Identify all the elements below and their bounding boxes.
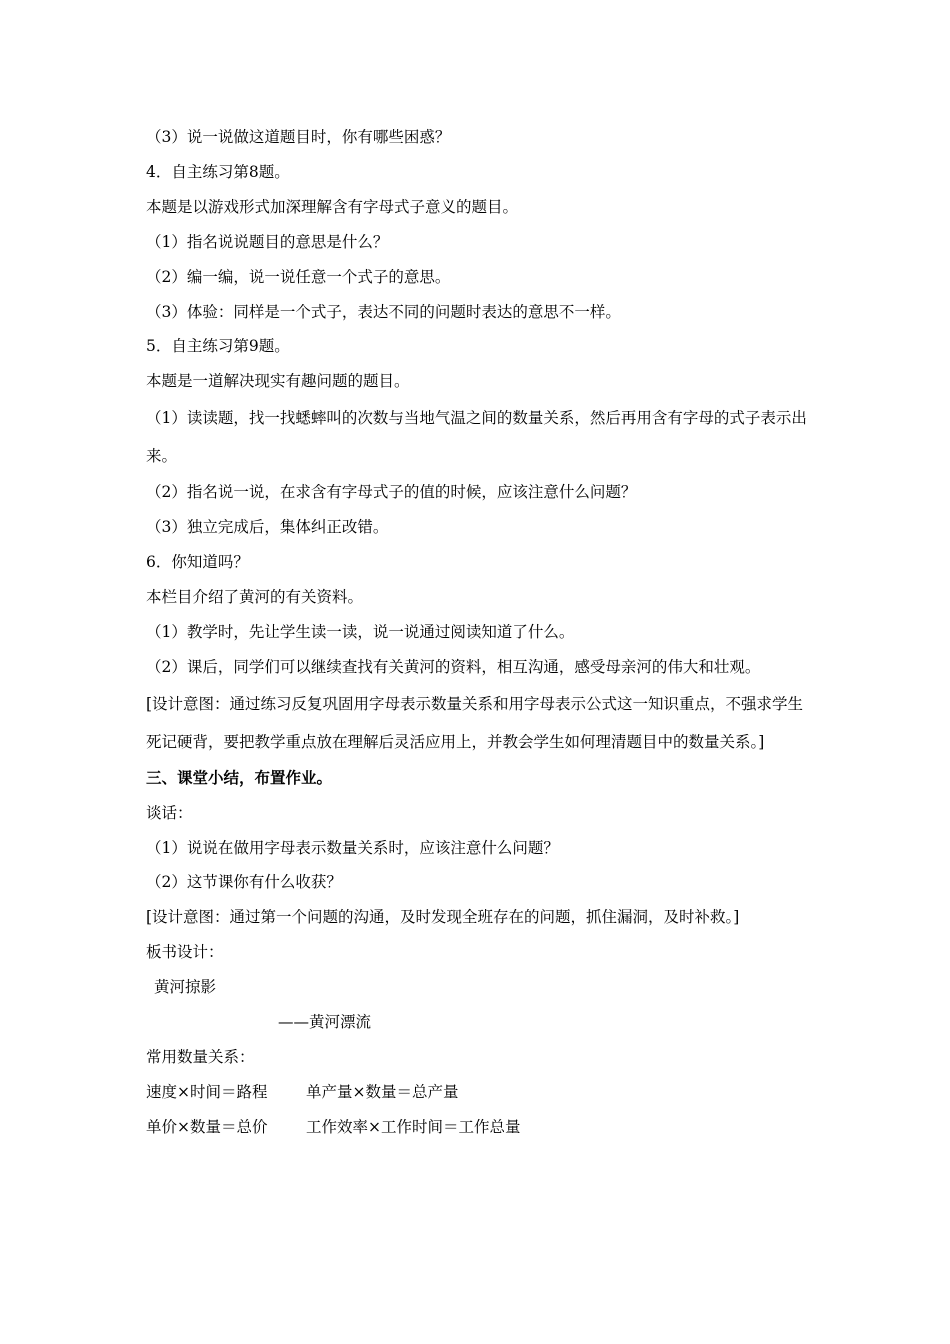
paragraph: （2）指名说一说，在求含有字母式子的值的时候，应该注意什么问题？	[146, 483, 637, 502]
paragraph: 本题是一道解决现实有趣问题的题目。	[146, 372, 410, 391]
board-title: 黄河掠影	[154, 978, 217, 997]
paragraph: （3）说一说做这道题目时，你有哪些困惑？	[146, 128, 451, 146]
board-design-label: 板书设计：	[146, 943, 224, 962]
formula: 速度×时间＝路程	[146, 1082, 268, 1101]
section-heading: 5．自主练习第9题。	[146, 337, 290, 356]
paragraph: （1）读读题，找一找蟋蟀叫的次数与当地气温之间的数量关系，然后再用含有字母的式子表示出来。	[146, 409, 807, 466]
paragraph: （2）课后，同学们可以继续查找有关黄河的资料，相互沟通，感受母亲河的伟大和壮观。	[146, 657, 761, 676]
relations-label: 常用数量关系：	[146, 1047, 255, 1066]
paragraph: （2）这节课你有什么收获？	[146, 873, 342, 892]
design-intent-note: [设计意图：通过第一个问题的沟通，及时发现全班存在的问题，抓住漏洞，及时补救。]	[146, 908, 740, 927]
paragraph: 本栏目介绍了黄河的有关资料。	[146, 587, 364, 606]
formula-row	[146, 1110, 810, 1145]
formula: 单产量×数量＝总产量	[306, 1082, 459, 1101]
paragraph: （1）教学时，先让学生读一读，说一说通过阅读知道了什么。	[146, 622, 575, 641]
paragraph: （3）独立完成后，集体纠正改错。	[146, 518, 389, 537]
section-heading-bold: 三、课堂小结，布置作业。	[146, 767, 333, 787]
paragraph: （1）指名说说题目的意思是什么？	[146, 232, 389, 251]
design-intent-note: [设计意图：通过练习反复巩固用字母表示数量关系和用字母表示公式这一知识重点，不强求学生死记硬背，要把教学重点放在理解后灵活应用上，并教会学生如何理清题目中的数量关系。]	[146, 694, 804, 751]
section-heading: 4．自主练习第8题。	[146, 162, 290, 181]
paragraph: 谈话：	[146, 803, 193, 822]
board-subtitle: ——黄河漂流	[278, 1013, 372, 1032]
section-heading: 6．你知道吗？	[146, 553, 249, 572]
formula: 工作效率×工作时间＝工作总量	[306, 1117, 521, 1136]
formula: 单价×数量＝总价	[146, 1117, 268, 1136]
paragraph: （2）编一编，说一说任意一个式子的意思。	[146, 267, 451, 286]
paragraph: 本题是以游戏形式加深理解含有字母式子意义的题目。	[146, 197, 519, 216]
paragraph: （3）体验：同样是一个式子，表达不同的问题时表达的意思不一样。	[146, 302, 621, 321]
formula-row	[146, 1075, 810, 1110]
paragraph: （1）说说在做用字母表示数量关系时，应该注意什么问题？	[146, 838, 559, 857]
document-body	[146, 120, 810, 1145]
